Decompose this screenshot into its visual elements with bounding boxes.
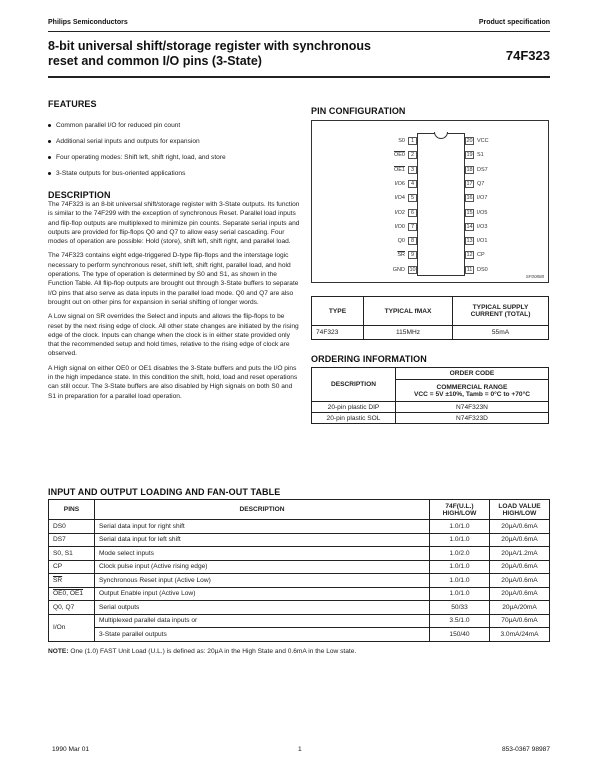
title-line-2: reset and common I/O pins (3-State) [48,54,262,68]
table-row [49,533,550,547]
cell: $\overline{SR}$ [49,574,95,588]
pin-number: 5 [408,194,417,202]
cell: 55mA [453,326,549,340]
cell: Output Enable input (Active Low) [95,587,430,601]
description-paragraph: A Low signal on SR overrides the Select and inputs and allows the flip-flops to be reset by the next rising edge of clock. All other state changes are initiated by the rising edge of the clock. Inputs can change when the clock is in either state provided only that the recommended setup and hold times, relative to the rising edge of clock are observed. [48,313,299,358]
cell: 20µA/20mA [490,601,550,615]
table-row [49,614,550,628]
pin-7 [379,223,417,232]
pin-number: 15 [466,209,473,216]
pin-number: 13 [466,238,473,245]
cell: S0, S1 [49,547,95,561]
cell: Mode select inputs [95,547,430,561]
cell: 74F323 [312,326,364,340]
pin-4 [379,180,417,189]
pin-label: I/O7 [477,195,488,202]
description-body [48,200,300,406]
features-heading: FEATURES [48,99,97,109]
col-order-code: ORDER CODE [396,368,549,380]
pin-label: VCC [477,138,489,144]
description-paragraph: The 74F323 is an 8-bit universal shift/storage register with 3-State outputs. Its function is similar to the 74F299 with the exception of synchronous Reset. Parallel load inputs and flip-flop outputs are multiplexed to minimize pin counts. Separate serial inputs and outputs are provided for flip-flops Q0 and Q7 to allow easy serial cascading. Four modes of operation are possible: Hold (store), shift left, shift right, and parallel load. [48,201,300,246]
cell: 3-State parallel outputs [95,628,430,642]
cell: 20µA/0.6mA [490,587,550,601]
title-line-1: 8-bit universal shift/storage register with synchronous [48,39,371,53]
pin-label: Q0 [397,238,405,245]
pin-label: Q7 [477,180,485,187]
ordering-heading: ORDERING INFORMATION [311,354,427,364]
feature-item: Common parallel I/O for reduced pin count [48,122,298,138]
pin-label: I/O2 [394,209,405,216]
pin-number: 12 [466,252,473,259]
pin-18 [465,166,503,175]
feature-item: 3-State outputs for bus-oriented applications [48,170,298,186]
pin-number: 4 [408,180,417,188]
cell: Serial data input for right shift [95,520,430,534]
pin-label: OE1 [393,166,405,173]
cell: 20µA/0.6mA [490,560,550,574]
fanout-table [48,499,550,642]
note-text: One (1.0) FAST Unit Load (U.L.) is defined as: 20µA in the High State and 0.6mA in the Low state. [70,648,357,655]
cell: Serial data input for left shift [95,533,430,547]
pin-13 [465,237,503,246]
pin-label: I/O4 [394,195,405,202]
pin-number: 9 [408,251,417,259]
pin-number: 18 [466,166,473,173]
pin-10 [379,266,417,275]
cell: 1.0/1.0 [430,533,490,547]
pin-number: 17 [466,180,473,187]
pin-number: 7 [408,223,417,231]
page-title [48,39,371,69]
pin-number: 6 [408,209,417,217]
pin-label: I/O0 [394,223,405,230]
pin-12 [465,251,503,260]
pin-9 [379,251,417,260]
pin-label: I/O5 [477,209,488,216]
pin-number: 19 [466,152,473,159]
col-type: TYPE [312,297,364,326]
pin-2 [379,151,417,160]
cell: 1.0/1.0 [430,520,490,534]
ordering-table [311,367,549,424]
table-row [49,520,550,534]
cell: 3.0mA/24mA [490,628,550,642]
cell: 20-pin plastic DIP [312,402,396,413]
pin-label: I/O1 [477,238,488,245]
fanout-note [48,648,356,655]
col-ul: 74F(U.L.) HIGH/LOW [430,500,490,520]
pin-diagram [311,120,549,283]
cell: Clock pulse input (Active rising edge) [95,560,430,574]
cell: DS0 [49,520,95,534]
figure-id: SF00888 [525,274,544,279]
pin-20 [465,137,503,146]
cell: 50/33 [430,601,490,615]
description-paragraph: The 74F323 contains eight edge-triggered D-type flip-flops and the interstage logic necessary to perform synchronous reset, shift left, shift right, parallel load, and hold operations. The type of operation is determined by S0 and S1, as shown in the Function Table. All flip-flop outputs are brought out through 3-State buffers to separate I/O pins that also serve as data inputs in the parallel load mode. Q0 and Q7 are also brought out on other pins for expansion in serial shifting of longer words. [48,252,299,306]
cell: 20-pin plastic SOL [312,413,396,424]
feature-item: Four operating modes: Shift left, shift right, load, and store [48,154,298,170]
col-current: TYPICAL SUPPLY CURRENT (TOTAL) [453,297,549,326]
pin-8 [379,237,417,246]
col-description: DESCRIPTION [95,500,430,520]
fanout-heading: INPUT AND OUTPUT LOADING AND FAN-OUT TABLE [48,487,281,497]
cell: 20µA/1.2mA [490,547,550,561]
footer-code: 853-0367 98987 [501,746,550,753]
cell: 1.0/1.0 [430,587,490,601]
description-paragraph: A High signal on either OE0 or OE1 disables the 3-State buffers and puts the I/O pins in the high impedance state. In this condition the shift, hold, load and reset operations can still occur. The 3-State buffers are also disabled by High signals on both S0 and S1 in preparation for a parallel load operation. [48,364,298,400]
pin-label: DS7 [477,166,488,173]
table-row [49,601,550,615]
note-label: NOTE: [48,648,69,655]
pin-number: 8 [408,237,417,245]
features-list [48,122,298,186]
cell: CP [49,560,95,574]
pin-label: S0 [398,138,405,144]
cell: 1.0/1.0 [430,560,490,574]
pin-label: OE0 [393,152,405,159]
col-pins: PINS [49,500,95,520]
cell: OE0, OE1 [49,587,95,601]
cell: 115MHz [364,326,453,340]
cell: 1.0/2.0 [430,547,490,561]
table-row [49,560,550,574]
col-load: LOAD VALUE HIGH/LOW [490,500,550,520]
pin-label: I/O6 [394,180,405,187]
pin-6 [379,209,417,218]
table-row [49,587,550,601]
page-number: 1 [298,746,302,753]
cell: N74F323N [396,402,549,413]
table-row [49,628,550,642]
cell: 1.0/1.0 [430,574,490,588]
cell: 20µA/0.6mA [490,574,550,588]
pin-14 [465,223,503,232]
pin-label: I/O3 [477,223,488,230]
pin-label: CP [477,252,485,259]
col-fmax: TYPICAL fMAX [364,297,453,326]
pin-number: 10 [409,266,416,273]
divider [48,31,550,32]
pin-5 [379,194,417,203]
table-row [49,574,550,588]
feature-item: Additional serial inputs and outputs for expansion [48,138,298,154]
pin-number: 11 [466,266,473,273]
pin-label: DS0 [477,266,488,273]
cell: Q0, Q7 [49,601,95,615]
pin-number: 20 [466,138,473,144]
pin-1 [379,137,417,146]
chip-notch [434,132,448,139]
cell: N74F323D [396,413,549,424]
pin-19 [465,151,503,160]
part-number: 74F323 [505,48,550,63]
pin-number: 16 [466,195,473,202]
pin-label: S1 [477,152,484,159]
type-table [311,296,549,340]
pin-config-heading: PIN CONFIGURATION [311,106,406,116]
pin-11 [465,266,503,275]
pin-number: 3 [408,166,417,174]
pin-label: $\overline{SR}$ [397,252,405,259]
range-label: COMMERCIAL RANGE [436,383,508,391]
col-description: DESCRIPTION [312,368,396,402]
commercial-range [396,380,549,402]
cell: 150/40 [430,628,490,642]
company-name: Philips Semiconductors [48,19,128,26]
description-heading: DESCRIPTION [48,190,111,200]
divider [48,76,550,78]
cell: I/On [49,614,95,641]
cell: Multiplexed parallel data inputs or [95,614,430,628]
doc-type: Product specification [478,19,550,26]
cell: DS7 [49,533,95,547]
range-conditions: VCC = 5V ±10%, Tamb = 0°C to +70°C [414,390,530,398]
pin-16 [465,194,503,203]
cell: Synchronous Reset input (Active Low) [95,574,430,588]
cell: 70µA/0.6mA [490,614,550,628]
pin-number: 1 [408,137,417,145]
chip-body [417,133,465,276]
cell: 3.5/1.0 [430,614,490,628]
cell: Serial outputs [95,601,430,615]
pin-number: 2 [408,151,417,159]
pin-17 [465,180,503,189]
table-row [49,547,550,561]
footer-date: 1990 Mar 01 [52,746,90,753]
pin-number: 14 [466,223,473,230]
pin-15 [465,209,503,218]
pin-3 [379,166,417,175]
cell: 20µA/0.6mA [490,520,550,534]
pin-label: GND [392,266,405,273]
cell: 20µA/0.6mA [490,533,550,547]
